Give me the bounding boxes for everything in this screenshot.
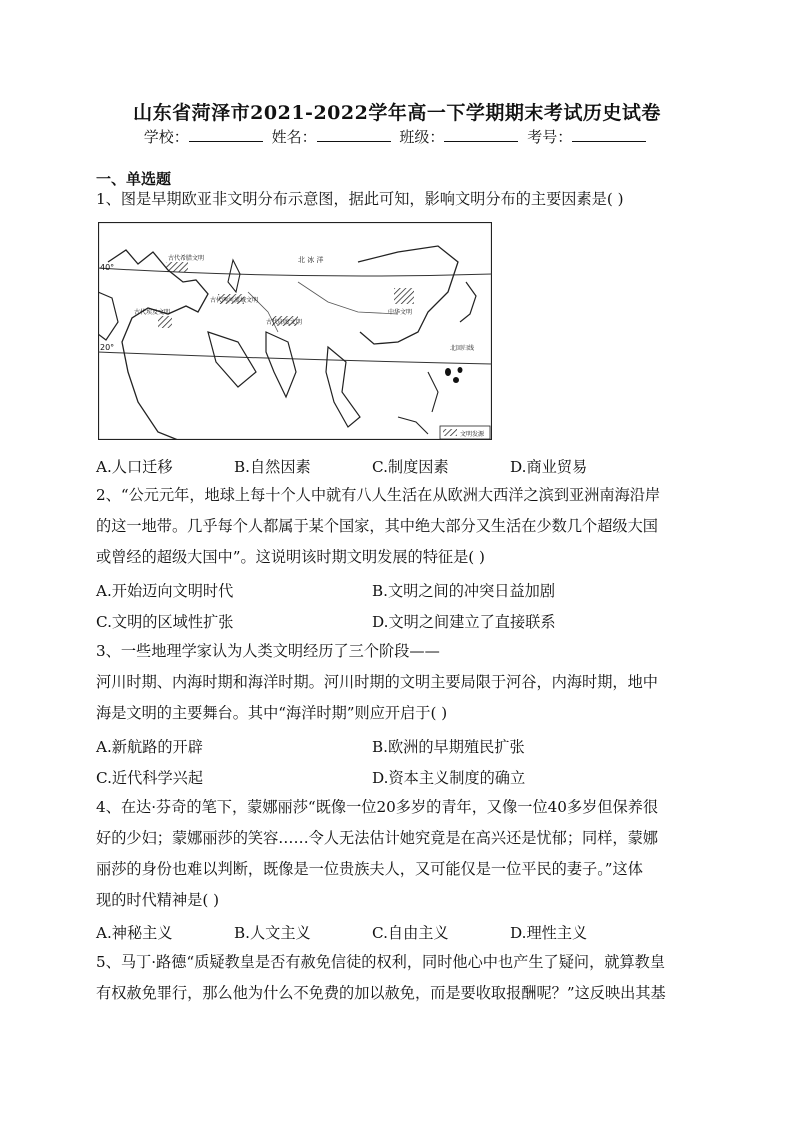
- q1-option-b[interactable]: B.自然因素: [234, 458, 311, 476]
- q4-option-b[interactable]: B.人文主义: [234, 924, 311, 942]
- ocean-label: 北 冰 洋: [298, 256, 324, 264]
- q3-option-c[interactable]: C.近代科学兴起: [96, 769, 204, 787]
- legend-swatch: [443, 429, 457, 436]
- greek-area: [166, 262, 188, 272]
- q4-option-a[interactable]: A.神秘主义: [96, 924, 173, 942]
- q1-option-d[interactable]: D.商业贸易: [510, 458, 588, 476]
- q3-option-a[interactable]: A.新航路的开辟: [96, 738, 203, 756]
- question-5-stem: [96, 947, 696, 1009]
- china-area: [394, 288, 414, 304]
- field-school-blank[interactable]: [189, 127, 263, 142]
- q4-line: 好的少妇；蒙娜丽莎的笑容……令人无法估计她究竟是在高兴还是忧郁；同样，蒙娜: [96, 829, 658, 847]
- lat-40-label: 40°: [100, 263, 115, 272]
- q4-line: 现的时代精神是( ): [96, 891, 219, 909]
- field-school-label: 学校：: [143, 128, 189, 146]
- field-number-blank[interactable]: [572, 127, 646, 142]
- greek-label: 古代希腊文明: [168, 255, 205, 262]
- q3-option-d[interactable]: D.资本主义制度的确立: [372, 769, 526, 787]
- q4-line: 4、在达·芬奇的笔下，蒙娜丽莎“既像一位20多岁的青年，又像一位40多岁但保养很: [96, 798, 659, 816]
- lat-20-label: 20°: [100, 343, 115, 352]
- question-2-options-row1: [96, 580, 696, 601]
- field-class-blank[interactable]: [444, 127, 518, 142]
- q3-line: 海是文明的主要舞台。其中“海洋时期”则应开启于( ): [96, 704, 448, 722]
- q3-line: 3、一些地理学家认为人类文明经历了三个阶段——: [96, 642, 440, 660]
- q4-line: 丽莎的身份也难以判断，既像是一位贵族夫人，又可能仅是一位平民的妻子。”这体: [96, 860, 643, 878]
- q4-option-c[interactable]: C.自由主义: [372, 924, 449, 942]
- question-4-options: [96, 922, 696, 943]
- q3-option-b[interactable]: B.欧洲的早期殖民扩张: [372, 738, 525, 756]
- tropic-label: 北回归线: [450, 345, 475, 352]
- egypt-area: [158, 316, 172, 328]
- question-3-options-row2: [96, 767, 696, 788]
- question-4-stem: [96, 792, 696, 916]
- question-2-stem: [96, 480, 696, 573]
- civilization-map: [98, 222, 492, 440]
- field-class-label: 班级：: [399, 128, 445, 146]
- china-label: 中华文明: [388, 309, 413, 316]
- q2-option-c[interactable]: C.文明的区域性扩张: [96, 613, 234, 631]
- q2-line: 的这一地带。几乎每个人都属于某个国家，其中绝大部分又生活在少数几个超级大国: [96, 517, 658, 535]
- q2-option-b[interactable]: B.文明之间的冲突日益加剧: [372, 582, 556, 600]
- egypt-label: 古代埃及文明: [134, 309, 171, 316]
- india-label: 古代印度文明: [266, 319, 303, 326]
- question-3-stem: [96, 636, 696, 729]
- question-3-options-row1: [96, 736, 696, 757]
- q1-option-c[interactable]: C.制度因素: [372, 458, 449, 476]
- page-title: 山东省菏泽市2021-2022学年高一下学期期末考试历史试卷: [133, 102, 661, 124]
- q2-option-a[interactable]: A.开始迈向文明时代: [96, 582, 234, 600]
- legend-label: 文明发源: [460, 431, 485, 438]
- q5-line: 有权赦免罪行，那么他为什么不免费的加以赦免，而是要收取报酬呢？”这反映出其基: [96, 984, 666, 1002]
- q3-line: 河川时期、内海时期和海洋时期。河川时期的文明主要局限于河谷，内海时期，地中: [96, 673, 658, 691]
- field-name-label: 姓名：: [271, 128, 317, 146]
- question-1-stem: 1、图是早期欧亚非文明分布示意图，据此可知，影响文明分布的主要因素是( ): [96, 190, 624, 208]
- student-info-line: [0, 126, 794, 147]
- field-name-blank[interactable]: [317, 127, 391, 142]
- q2-line: 或曾经的超级大国中”。这说明该时期文明发展的特征是( ): [96, 548, 485, 566]
- q4-option-d[interactable]: D.理性主义: [510, 924, 588, 942]
- mesopotamia-label: 古代两河流域文明: [210, 297, 259, 304]
- q5-line: 5、马丁·路德“质疑教皇是否有赦免信徒的权利，同时他心中也产生了疑问，就算教皇: [96, 953, 666, 971]
- q2-line: 2、“公元元年，地球上每十个人中就有八人生活在从欧洲大西洋之滨到亚洲南海沿岸: [96, 486, 661, 504]
- q1-option-a[interactable]: A.人口迁移: [96, 458, 173, 476]
- section-title: 一、单选题: [96, 170, 172, 188]
- field-number-label: 考号：: [527, 128, 573, 146]
- question-1-options: [96, 456, 696, 477]
- question-2-options-row2: [96, 611, 696, 632]
- q2-option-d[interactable]: D.文明之间建立了直接联系: [372, 613, 556, 631]
